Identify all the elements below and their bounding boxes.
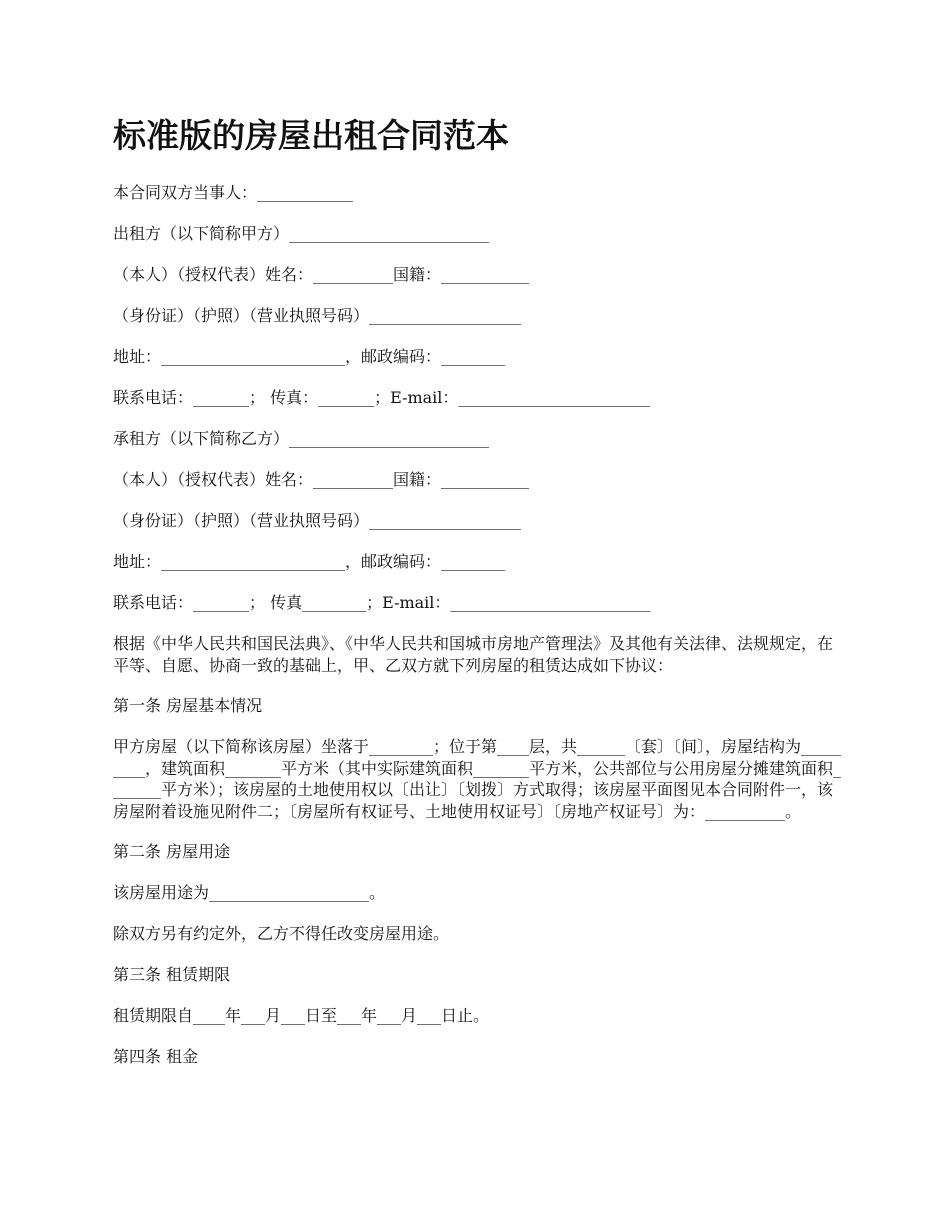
lessee-line: 承租方（以下简称乙方）_________________________	[113, 429, 490, 448]
document-title: 标准版的房屋出租合同范本	[113, 116, 509, 155]
preamble-paragraph: 根据《中华人民共和国民法典》、《中华人民共和国城市房地产管理法》及其他有关法律、法规规定，在平等、自愿、协商一致的基础上，甲、乙双方就下列房屋的租赁达成如下协议：	[113, 634, 834, 675]
lessor-address: 地址：_______________________，邮政编码：________	[113, 347, 506, 366]
document-page	[113, 112, 843, 1087]
article-4-heading: 第四条 租金	[113, 1047, 199, 1066]
lessee-contact: 联系电话：_______； 传真________；E-mail：_________________________	[113, 593, 651, 612]
article-3-term: 租赁期限自____年___月___日至___年___月___日止。	[113, 1006, 490, 1025]
parties-line: 本合同双方当事人：____________	[113, 183, 354, 202]
article-1-body: 甲方房屋（以下简称该房屋）坐落于________；位于第____层，共______〔套〕〔间〕，房屋结构为_________，建筑面积_______平方米（其中实际建筑面积_______平方米，公共部位与公用房屋分摊建筑面积_______平方米）；该房屋的土地使用权以〔出让〕〔划拨〕方式取得；该房屋平面图见本合同附件一，该房屋附着设施见附件二；〔房屋所有权证号、土地使用权证号〕〔房地产权证号〕为：__________。	[113, 737, 842, 821]
lessor-contact: 联系电话：_______； 传真：_______；E-mail：________________________	[113, 388, 651, 407]
lessor-id-number: （身份证）（护照）（营业执照号码）___________________	[113, 306, 522, 325]
article-2-restriction: 除双方另有约定外，乙方不得任改变房屋用途。	[113, 924, 450, 943]
lessee-id-number: （身份证）（护照）（营业执照号码）___________________	[113, 511, 522, 530]
article-1-heading: 第一条 房屋基本情况	[113, 696, 263, 715]
article-2-usage: 该房屋用途为____________________。	[113, 883, 386, 902]
article-3-heading: 第三条 租赁期限	[113, 965, 231, 984]
lessee-name-nationality: （本人）（授权代表）姓名：__________国籍：___________	[113, 470, 530, 489]
lessor-line: 出租方（以下简称甲方）_________________________	[113, 224, 490, 243]
article-2-heading: 第二条 房屋用途	[113, 842, 231, 861]
lessee-address: 地址：_______________________，邮政编码：________	[113, 552, 506, 571]
lessor-name-nationality: （本人）（授权代表）姓名：__________国籍：___________	[113, 265, 530, 284]
